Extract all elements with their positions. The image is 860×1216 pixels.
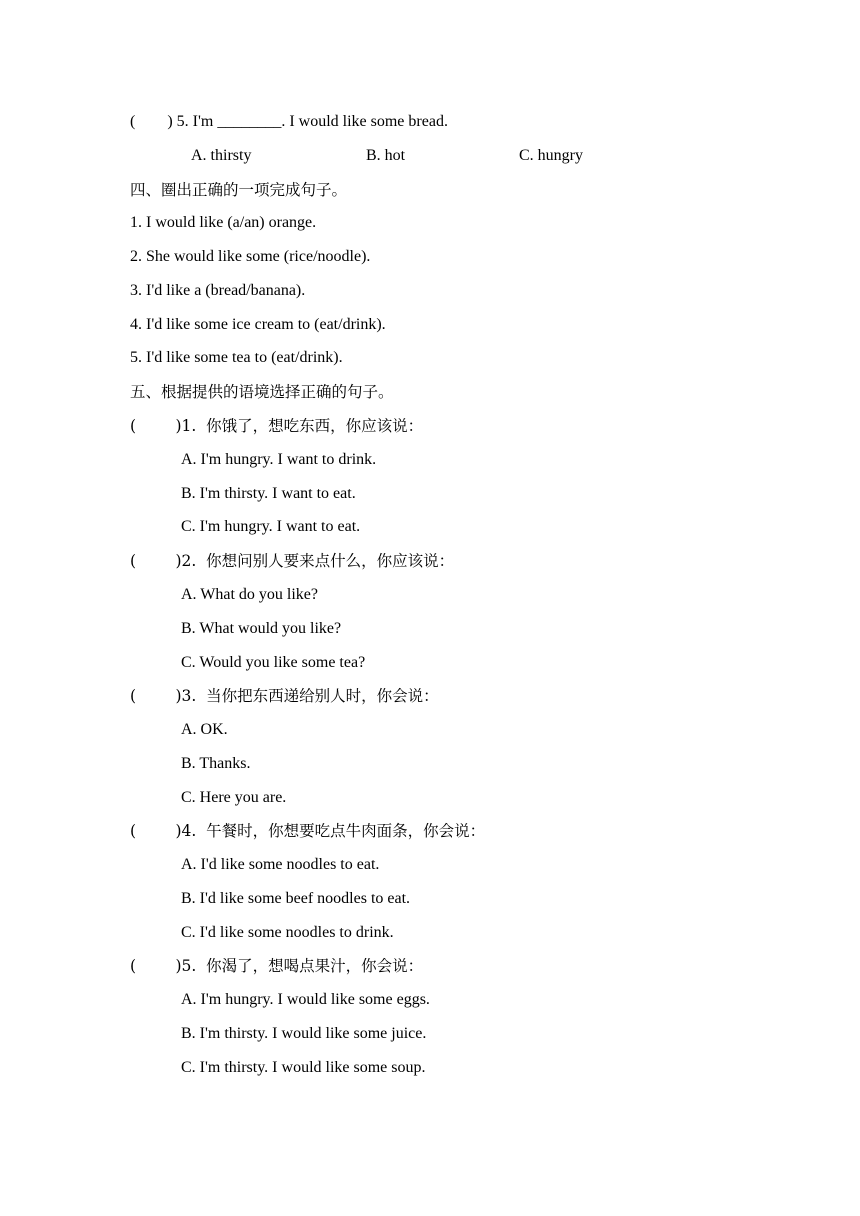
option-b: B. Thanks.	[181, 755, 251, 772]
section-5-heading: 五、根据提供的语境选择正确的句子。	[130, 383, 394, 401]
question-stem: ( )4. 午餐时，你想要吃点牛肉面条，你会说：	[130, 822, 486, 840]
section-4-item: 5. I'd like some tea to (eat/drink).	[130, 349, 343, 366]
option-c: C. Here you are.	[181, 789, 287, 806]
option-c: C. Would you like some tea?	[181, 654, 366, 671]
section-4-heading: 四、圈出正确的一项完成句子。	[130, 181, 348, 199]
section-4-item: 2. She would like some (rice/noodle).	[130, 248, 371, 265]
option-c: C. I'm hungry. I want to eat.	[181, 518, 361, 535]
question-stem: ( )2. 你想问别人要来点什么，你应该说：	[130, 552, 455, 570]
option-a: A. What do you like?	[181, 586, 319, 603]
option-a: A. I'm hungry. I want to drink.	[181, 451, 377, 468]
option-b: B. I'm thirsty. I would like some juice.	[181, 1025, 427, 1042]
option-c: C. I'd like some noodles to drink.	[181, 924, 394, 941]
question-stem: ( )3. 当你把东西递给别人时，你会说：	[130, 687, 439, 705]
option-c: C. I'm thirsty. I would like some soup.	[181, 1059, 426, 1076]
option-c: C. hungry	[519, 147, 583, 164]
question-5-stem: ( ) 5. I'm ________. I would like some bread.	[130, 113, 448, 130]
option-a: A. thirsty	[191, 147, 252, 164]
option-b: B. hot	[366, 147, 406, 164]
option-b: B. What would you like?	[181, 620, 342, 637]
section-4-item: 3. I'd like a (bread/banana).	[130, 282, 306, 299]
option-a: A. I'm hungry. I would like some eggs.	[181, 991, 430, 1008]
question-stem: ( )1. 你饿了，想吃东西，你应该说：	[130, 417, 424, 435]
option-b: B. I'd like some beef noodles to eat.	[181, 890, 411, 907]
question-stem: ( )5. 你渴了，想喝点果汁，你会说：	[130, 957, 424, 975]
section-4-item: 4. I'd like some ice cream to (eat/drink).	[130, 316, 386, 333]
option-a: A. I'd like some noodles to eat.	[181, 856, 380, 873]
section-4-item: 1. I would like (a/an) orange.	[130, 214, 317, 231]
option-b: B. I'm thirsty. I want to eat.	[181, 485, 356, 502]
option-a: A. OK.	[181, 721, 228, 738]
